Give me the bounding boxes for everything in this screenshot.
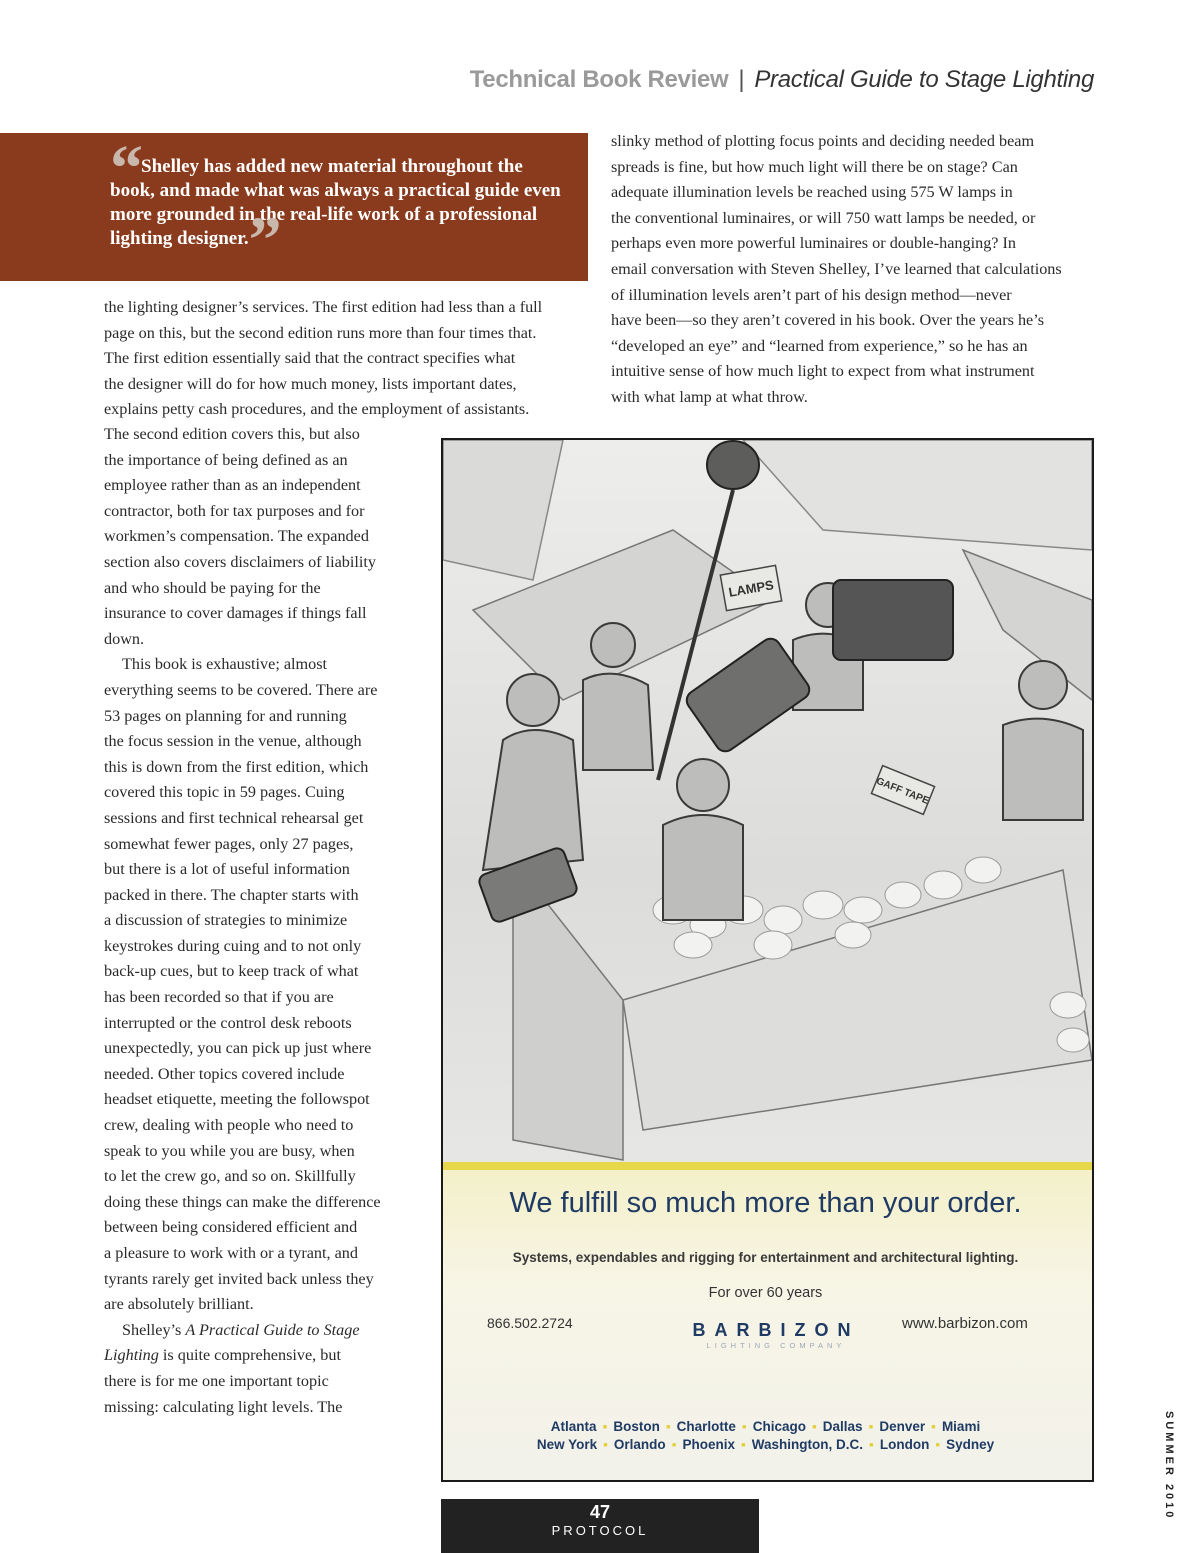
text-line: spreads is fine, but how much light will there be on stage? Can xyxy=(611,157,1018,176)
right-column xyxy=(611,129,1062,411)
text-line: “developed an eye” and “learned from experience,” so he has an xyxy=(611,336,1028,355)
text-line: insurance to cover damages if things fall xyxy=(104,604,367,623)
publication-name: PROTOCOL xyxy=(551,1523,649,1538)
text-line: This book is exhaustive; almost xyxy=(122,655,328,674)
ad-city: New York xyxy=(536,1437,598,1452)
book-title: A Practical Guide to Stage xyxy=(185,1320,360,1339)
open-quote-icon: “ xyxy=(110,132,143,205)
ad-city: London xyxy=(879,1437,930,1452)
ad-city: Denver xyxy=(879,1419,926,1434)
running-header xyxy=(470,66,1094,94)
text-line: the conventional luminaires, or will 750 watt lamps be needed, or xyxy=(611,208,1036,227)
text-line: and who should be paying for the xyxy=(104,578,321,597)
header-section: Technical Book Review xyxy=(469,66,729,93)
pull-quote-line: lighting designer. xyxy=(110,228,249,249)
ad-headline: We fulfill so much more than your order. xyxy=(509,1187,1022,1219)
text-line: interrupted or the control desk reboots xyxy=(104,1013,352,1032)
text-line: perhaps even more powerful luminaires or double-hanging? In xyxy=(611,234,1017,253)
ad-brand-logo: BARBIZON xyxy=(692,1320,860,1340)
text-run: Shelley’s xyxy=(122,1320,186,1339)
ad-city: Atlanta xyxy=(550,1419,597,1434)
text-line: but there is a lot of useful information xyxy=(104,860,350,879)
ad-city: Sydney xyxy=(946,1437,995,1452)
text-line: packed in there. The chapter starts with xyxy=(104,885,359,904)
text-line: covered this topic in 59 pages. Cuing xyxy=(104,783,345,802)
text-line: doing these things can make the difference xyxy=(104,1192,381,1211)
text-line: The second edition covers this, but also xyxy=(104,425,360,443)
ad-city: Miami xyxy=(941,1419,981,1434)
page-footer xyxy=(441,1499,759,1553)
left-column-top xyxy=(104,295,542,423)
ad-city: Chicago xyxy=(752,1419,806,1434)
text-line: employee rather than as an independent xyxy=(104,476,361,495)
pull-quote-line: more grounded in the real-life work of a professional xyxy=(110,204,538,225)
text-line: speak to you while you are busy, when xyxy=(104,1141,355,1160)
text-line: adequate illumination levels be reached using 575 W lamps in xyxy=(611,183,1013,202)
ad-city: Phoenix xyxy=(682,1437,735,1452)
ad-brand-subtitle: LIGHTING COMPANY xyxy=(706,1341,846,1350)
ad-city: Washington, D.C. xyxy=(751,1437,864,1452)
text-line: a discussion of strategies to minimize xyxy=(104,911,348,930)
text-line: between being considered efficient and xyxy=(104,1218,358,1237)
text-line: of illumination levels aren’t part of his design method—never xyxy=(611,285,1012,304)
ad-illustration-svg xyxy=(443,440,1092,1162)
text-line: needed. Other topics covered include xyxy=(104,1064,345,1083)
lamps-box-label: LAMPS xyxy=(727,577,775,600)
header-title: Practical Guide to Stage Lighting xyxy=(754,66,1094,93)
ad-website: www.barbizon.com xyxy=(902,1315,1028,1332)
pull-quote-line: book, and made what was always a practical guide even xyxy=(110,180,561,201)
text-line: have been—so they aren’t covered in his book. Over the years he’s xyxy=(611,311,1045,330)
text-line: back-up cues, but to keep track of what xyxy=(104,962,359,981)
text-line: with what lamp at what throw. xyxy=(611,387,808,406)
ad-illustration xyxy=(443,440,1092,1162)
text-line: 53 pages on planning for and running xyxy=(104,706,347,725)
text-line: workmen’s compensation. The expanded xyxy=(104,527,369,546)
text-line: missing: calculating light levels. The xyxy=(104,1397,343,1416)
text-line: section also covers disclaimers of liability xyxy=(104,552,376,571)
text-line xyxy=(104,1318,381,1344)
text-line: crew, dealing with people who need to xyxy=(104,1116,354,1135)
header-separator: | xyxy=(738,66,745,93)
text-line: this is down from the first edition, which xyxy=(104,757,369,776)
ad-subline: Systems, expendables and rigging for entertainment and architectural lighting. xyxy=(512,1250,1019,1265)
gaff-tape-label: GAFF TAPE xyxy=(874,775,931,807)
text-line: somewhat fewer pages, only 27 pages, xyxy=(104,834,354,853)
pull-quote xyxy=(110,132,570,277)
text-line: The first edition essentially said that the contract specifies what xyxy=(104,349,516,368)
text-line: explains petty cash procedures, and the employment of assistants. xyxy=(104,400,530,419)
text-line: sessions and first technical rehearsal get xyxy=(104,808,364,827)
text-line: keystrokes during cuing and to not only xyxy=(104,936,362,955)
text-line: the focus session in the venue, although xyxy=(104,732,362,751)
close-quote-icon: ” xyxy=(248,204,282,277)
text-line: page on this, but the second edition runs more than four times that. xyxy=(104,323,537,342)
ad-cities-row: New York ▪ Orlando ▪ Phoenix ▪ Washington, D.C. ▪ London ▪ Sydney xyxy=(536,1437,995,1452)
text-line: unexpectedly, you can pick up just where xyxy=(104,1039,372,1058)
ad-city: Dallas xyxy=(822,1419,863,1434)
ad-years: For over 60 years xyxy=(708,1285,823,1301)
text-run: is quite comprehensive, but xyxy=(158,1346,341,1365)
pull-quote-line: Shelley has added new material throughout the xyxy=(141,156,523,177)
text-line: slinky method of plotting focus points and deciding needed beam xyxy=(611,132,1035,150)
ad-phone: 866.502.2724 xyxy=(487,1315,573,1331)
text-line: email conversation with Steven Shelley, I’ve learned that calculations xyxy=(611,259,1062,278)
ad-yellow-stripe xyxy=(443,1162,1092,1170)
ad-city: Boston xyxy=(613,1419,660,1434)
ad-city: Orlando xyxy=(613,1437,666,1452)
text-line: there is for me one important topic xyxy=(104,1371,329,1390)
text-line: down. xyxy=(104,629,145,648)
text-line: everything seems to be covered. There are xyxy=(104,680,378,699)
text-line: tyrants rarely get invited back unless they xyxy=(104,1269,374,1288)
left-column-body xyxy=(104,422,381,1420)
book-title: Lighting xyxy=(104,1346,159,1365)
text-line: to let the crew go, and so on. Skillfully xyxy=(104,1167,356,1186)
text-line: has been recorded so that if you are xyxy=(104,988,334,1007)
text-line: contractor, both for tax purposes and for xyxy=(104,501,365,520)
ad-cities-row: Atlanta ▪ Boston ▪ Charlotte ▪ Chicago ▪ Dallas ▪ Denver ▪ Miami xyxy=(550,1419,981,1434)
text-line: a pleasure to work with or a tyrant, and xyxy=(104,1244,358,1262)
text-line: the lighting designer’s services. The first edition had less than a full xyxy=(104,298,543,316)
text-line xyxy=(104,1343,381,1369)
issue-side-label: SUMMER 2010 xyxy=(1163,1411,1175,1521)
page-number: 47 xyxy=(589,1502,611,1522)
ad-city: Charlotte xyxy=(676,1419,736,1434)
text-line: are absolutely brilliant. xyxy=(104,1295,254,1314)
text-line: the importance of being defined as an xyxy=(104,450,348,469)
text-line: intuitive sense of how much light to expect from what instrument xyxy=(611,362,1035,381)
text-line: the designer will do for how much money, lists important dates, xyxy=(104,374,517,393)
text-line: headset etiquette, meeting the followspot xyxy=(104,1090,370,1109)
